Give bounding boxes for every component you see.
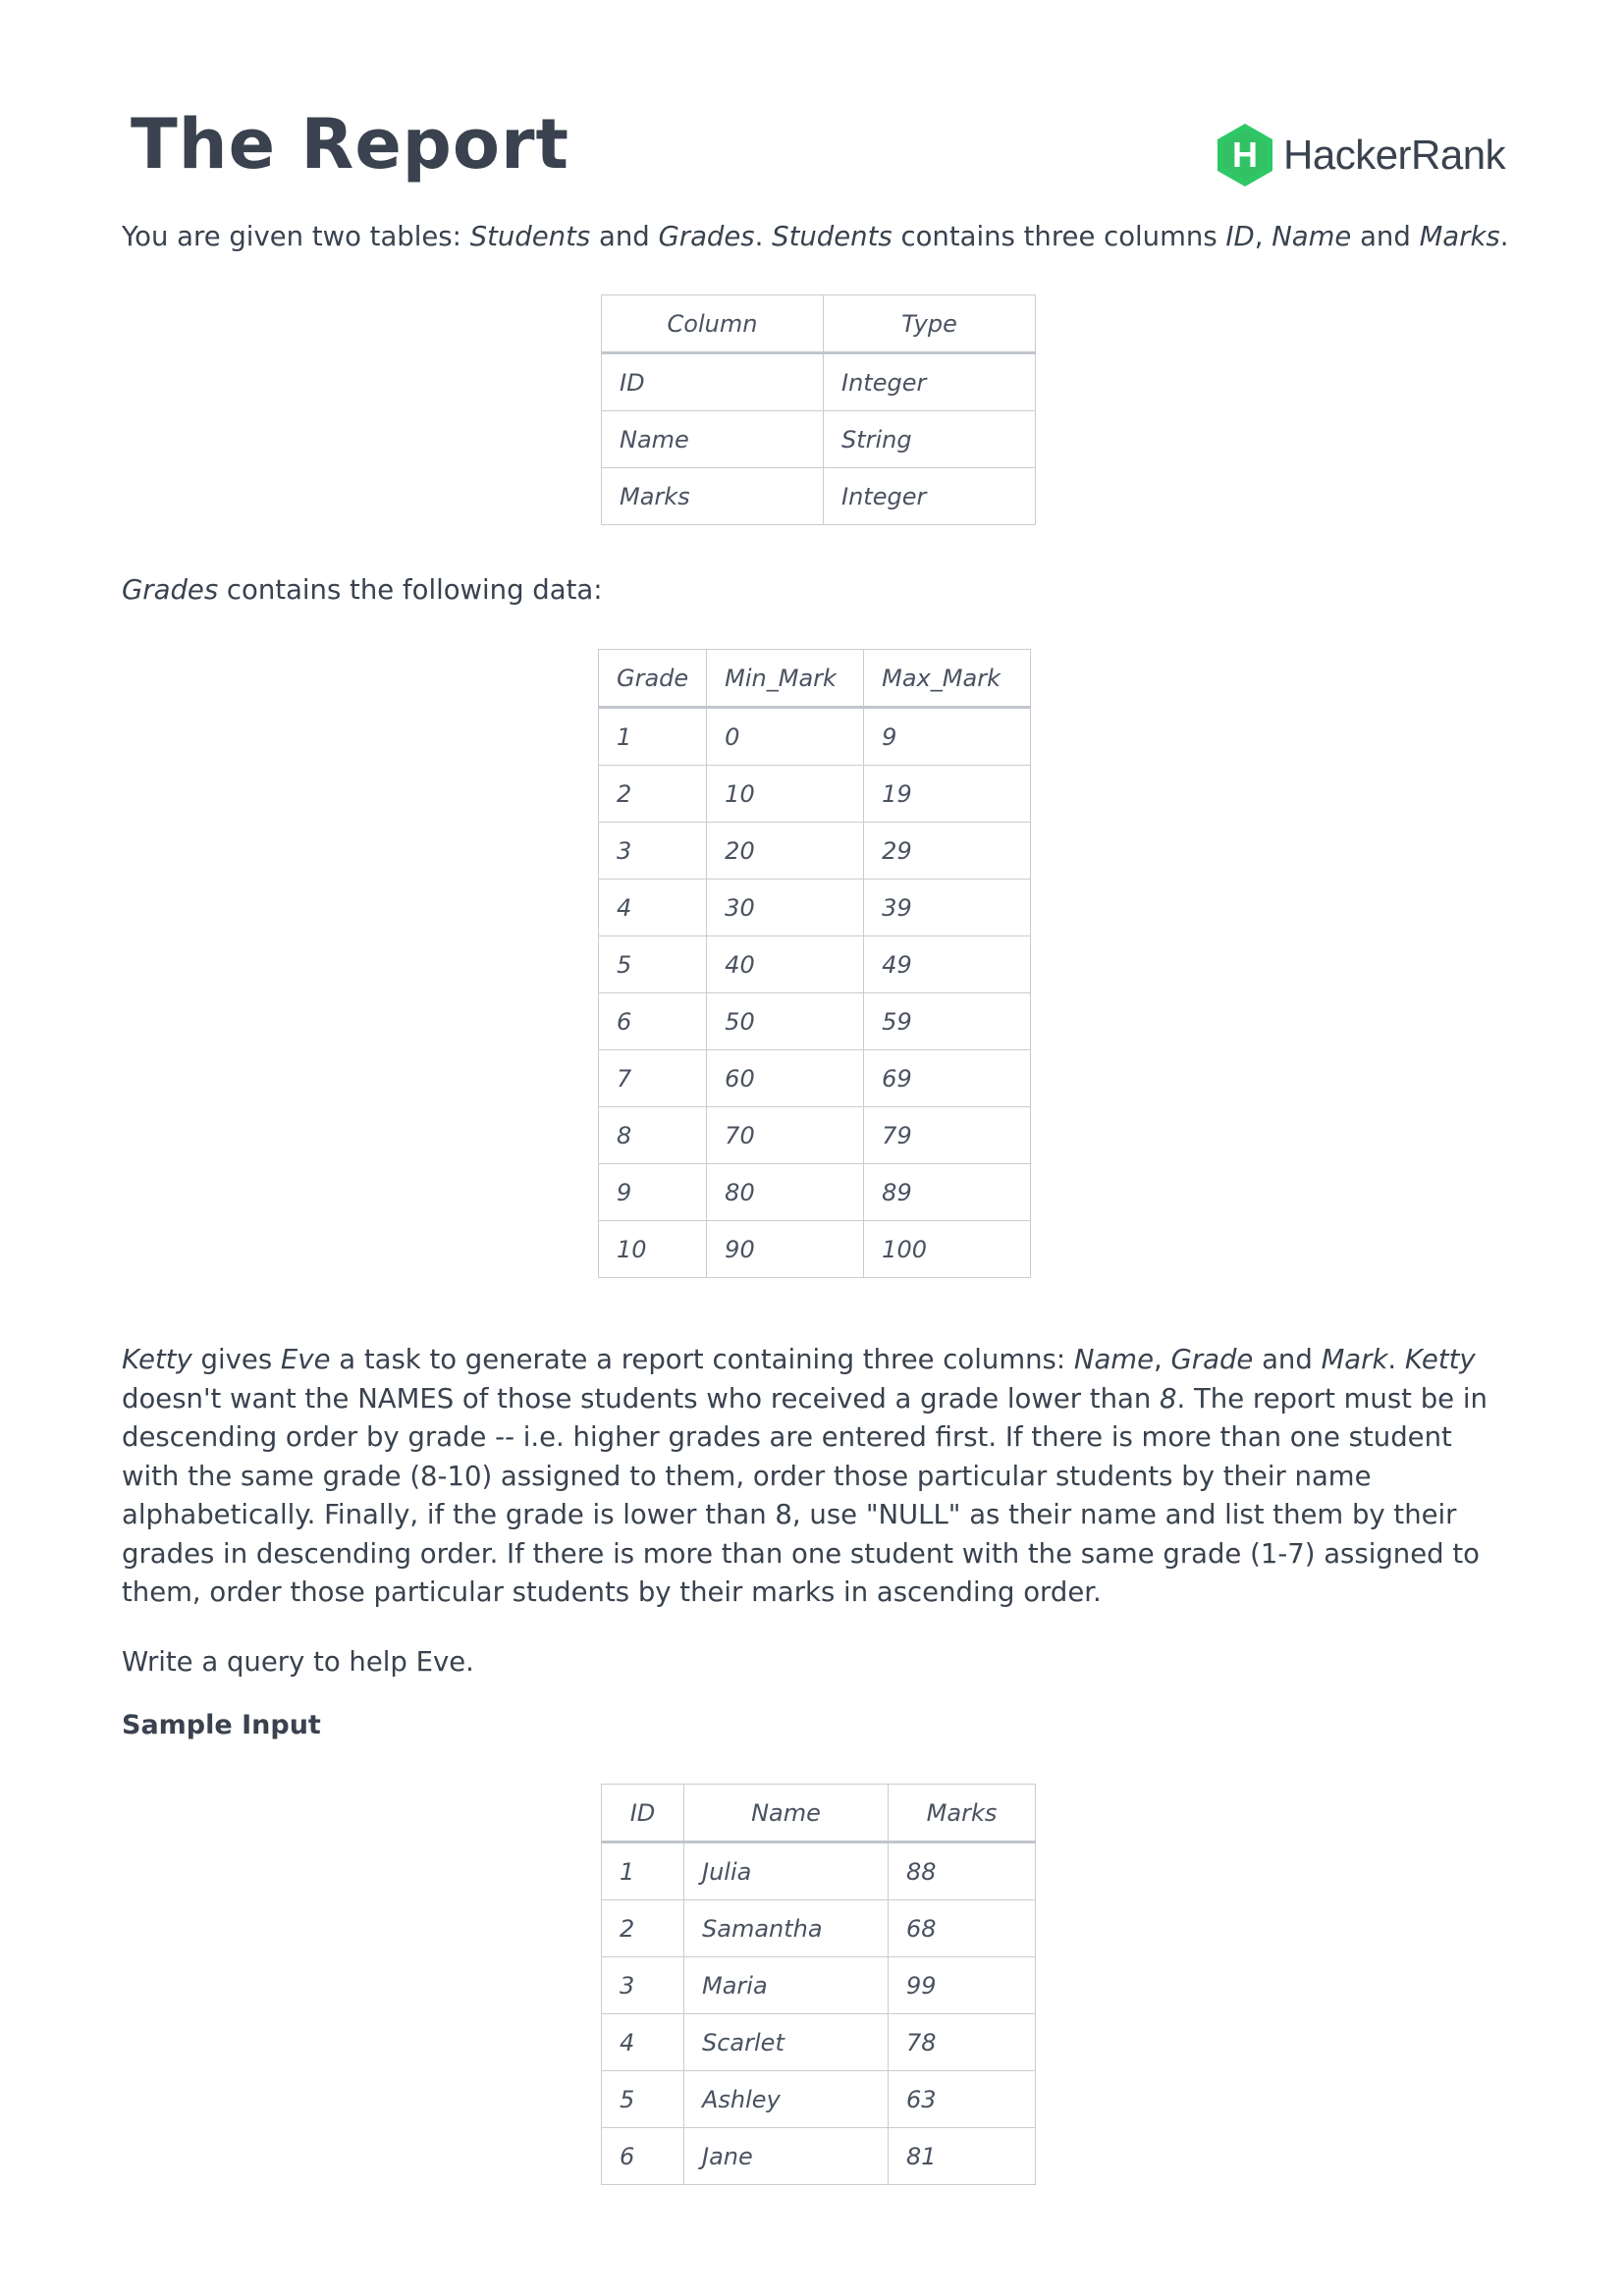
table-cell: 50 (707, 993, 864, 1050)
table-cell: 1 (602, 1842, 684, 1900)
grades-table (598, 649, 1031, 1278)
table-cell: 89 (864, 1164, 1031, 1221)
table-cell: 81 (889, 2128, 1036, 2185)
column-header: Column (602, 295, 824, 353)
table-cell: 90 (707, 1221, 864, 1278)
table-row (602, 2128, 1036, 2185)
table-cell: 63 (889, 2071, 1036, 2128)
table-cell: 8 (599, 1107, 707, 1164)
table-cell: 99 (889, 1957, 1036, 2014)
table-row (602, 1900, 1036, 1957)
table-row (599, 1221, 1031, 1278)
svg-text:H: H (1232, 134, 1258, 175)
table-cell: Integer (824, 353, 1036, 411)
table-row (599, 766, 1031, 823)
table-cell: 20 (707, 823, 864, 880)
task-description-paragraph: Ketty gives Eve a task to generate a report containing three columns: Name, Grade and Mark. Ketty doesn't want the NAMES of those students who received a grade lower than 8. The report must be in descending order by grade -- i.e. higher grades are entered first. If there is more than one student with the same grade (8-10) assigned to them, order those particular students by their name alphabetically. Finally, if the grade is lower than 8, use "NULL" as their name and list them by their grades in descending order. If there is more than one student with the same grade (1-7) assigned to them, order those particular students by their marks in ascending order. (122, 1344, 1488, 1608)
table-cell: 6 (602, 2128, 684, 2185)
table-cell: 10 (707, 766, 864, 823)
column-header: Name (684, 1785, 889, 1842)
students-schema-table (601, 294, 1036, 525)
table-row (602, 411, 1036, 468)
column-header: Min_Mark (707, 650, 864, 708)
table-cell: 19 (864, 766, 1031, 823)
table-cell: 0 (707, 708, 864, 766)
table-cell: 5 (602, 2071, 684, 2128)
grades-intro-paragraph: Grades contains the following data: (122, 574, 603, 606)
table-row (599, 1107, 1031, 1164)
table-cell: 4 (602, 2014, 684, 2071)
table-row (599, 1164, 1031, 1221)
table-cell: 40 (707, 936, 864, 993)
table-cell: 69 (864, 1050, 1031, 1107)
table-cell: Scarlet (684, 2014, 889, 2071)
table-cell: Integer (824, 468, 1036, 525)
table-cell: 88 (889, 1842, 1036, 1900)
table-cell: 2 (599, 766, 707, 823)
table-row (599, 823, 1031, 880)
table-row (602, 2071, 1036, 2128)
table-cell: Samantha (684, 1900, 889, 1957)
table-cell: Julia (684, 1842, 889, 1900)
table-cell: 4 (599, 880, 707, 936)
table-cell: 2 (602, 1900, 684, 1957)
table-cell: 5 (599, 936, 707, 993)
table-cell: 7 (599, 1050, 707, 1107)
table-cell: 1 (599, 708, 707, 766)
table-row (602, 468, 1036, 525)
table-row (602, 1957, 1036, 2014)
table-cell: 29 (864, 823, 1031, 880)
table-cell: 60 (707, 1050, 864, 1107)
table-cell: 70 (707, 1107, 864, 1164)
table-cell: 9 (864, 708, 1031, 766)
table-cell: Name (602, 411, 824, 468)
table-row (599, 936, 1031, 993)
hackerrank-hexagon-icon (1215, 122, 1275, 188)
table-cell: ID (602, 353, 824, 411)
table-cell: 39 (864, 880, 1031, 936)
query-prompt: Write a query to help Eve. (122, 1646, 474, 1678)
table-cell: Jane (684, 2128, 889, 2185)
page-title: The Report (131, 104, 569, 185)
brand-name: HackerRank (1283, 132, 1506, 178)
table-cell: 78 (889, 2014, 1036, 2071)
table-cell: Ashley (684, 2071, 889, 2128)
column-header: Max_Mark (864, 650, 1031, 708)
table-cell: 100 (864, 1221, 1031, 1278)
table-header-row (602, 1785, 1036, 1842)
table-cell: 59 (864, 993, 1031, 1050)
column-header: Marks (889, 1785, 1036, 1842)
table-cell: 3 (602, 1957, 684, 2014)
column-header: Type (824, 295, 1036, 353)
table-cell: 49 (864, 936, 1031, 993)
table-header-row (602, 295, 1036, 353)
table-cell: 6 (599, 993, 707, 1050)
table-cell: String (824, 411, 1036, 468)
column-header: ID (602, 1785, 684, 1842)
table-row (599, 1050, 1031, 1107)
table-row (599, 708, 1031, 766)
table-cell: Maria (684, 1957, 889, 2014)
table-cell: 10 (599, 1221, 707, 1278)
table-cell: 30 (707, 880, 864, 936)
table-row (602, 353, 1036, 411)
table-row (599, 880, 1031, 936)
sample-input-heading: Sample Input (122, 1710, 321, 1740)
table-row (602, 1842, 1036, 1900)
sample-input-table (601, 1784, 1036, 2185)
table-cell: Marks (602, 468, 824, 525)
intro-paragraph: You are given two tables: Students and Grades. Students contains three columns ID, Name and Marks. (122, 221, 1509, 252)
table-cell: 68 (889, 1900, 1036, 1957)
column-header: Grade (599, 650, 707, 708)
table-header-row (599, 650, 1031, 708)
table-row (602, 2014, 1036, 2071)
table-cell: 79 (864, 1107, 1031, 1164)
table-cell: 3 (599, 823, 707, 880)
table-row (599, 993, 1031, 1050)
table-cell: 80 (707, 1164, 864, 1221)
table-cell: 9 (599, 1164, 707, 1221)
hackerrank-logo (1215, 120, 1505, 190)
